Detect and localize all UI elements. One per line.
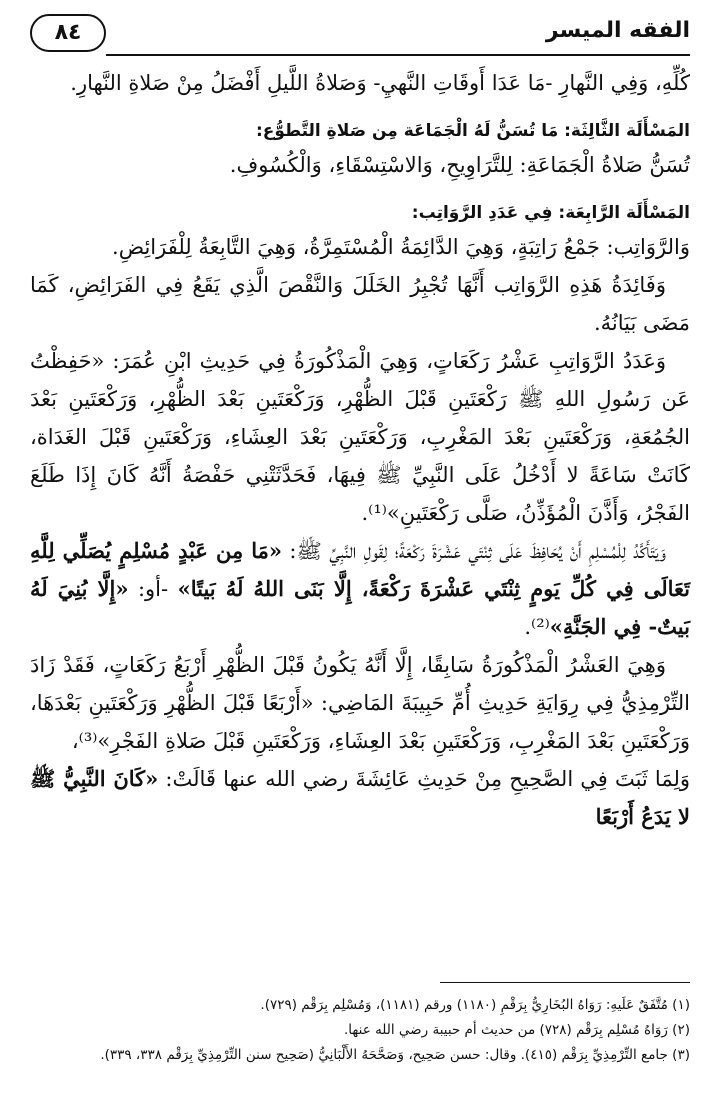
- paragraph-aisha-hadith: [30, 760, 690, 836]
- paragraph-congregation: تُسَنُّ صَلاةُ الْجَمَاعَةِ: لِلتَّرَاوِيحِ، وَالاسْتِسْقَاءِ، وَالْكُسُوفِ.: [229, 153, 690, 177]
- heading-issue-three: المَسْأَلَة الثَّالِثَة: مَا تُسَنُّ لَهُ الْجَمَاعَة مِن صَلاةِ التَّطوُّع:: [255, 121, 690, 141]
- hadith-quote-house: «مَا مِن عَبْدٍ مُسْلِمٍ يُصَلِّي لِلَّهِ تَعَالَى فِي كُلِّ يَومٍ ثِنْتَي عَشْرَةَ رَكْعَةً، إِلَّا بَنَى اللهُ لَهُ بَيتًا»: [30, 538, 690, 601]
- paragraph-twelve-rakaat-intro: وَيَتَأَكَّدُ لِلْمُسْلِمِ أَنْ يُحَافِظَ عَلَى ثِنْتَي عَشْرَةَ رَكْعَةً؛ لِقَولِ النَّبِيِّ ﷺ:: [282, 539, 666, 563]
- paragraph-night-prayer: كُلِّهِ، وَفِي النَّهارِ -مَا عَدَا أَوقَاتِ النَّهيِ- وَصَلاةُ اللَّيلِ أَفْضَلُ مِنْ صَلاةِ النَّهارِ.: [70, 71, 690, 95]
- paragraph-tirmidhi-addition: وَهِيَ العَشْرُ الْمَذْكُورَةُ سَابِقًا، إِلَّا أَنَّهُ يَكُونُ قَبْلَ الظُّهْرِ أَرْبَعُ رَكَعَاتٍ، فَقَدْ زَادَ التِّرْمِذِيُّ فِي رِوَايَةِ حَدِيثِ أُمِّ حَبِيبَةَ المَاضِي: «أَرْبَعًا قَبْلَ الظُّهْرِ وَرَكْعَتَينِ بَعْدَهَا، وَرَكْعَتَينِ بَعْدَ المَغْرِبِ، وَرَكْعَتَينِ بَعْدَ العِشَاءِ، وَرَكْعَتَينِ قَبْلَ صَلاةِ الفَجْرِ»⁽³⁾،: [30, 653, 690, 753]
- page-number: ٨٤: [30, 14, 106, 52]
- hadith-quote-variant: «إِلَّا بُنِيَ لَهُ بَيتٌ- فِي الجَنَّةِ»: [30, 576, 690, 639]
- paragraph-rawatib-definition: وَالرَّوَاتِب: جَمْعُ رَاتِبَةٍ، وَهِيَ الدَّائِمَةُ الْمُسْتَمِرَّةُ، وَهِيَ التَّابِعَةُ لِلْفَرَائِضِ.: [112, 235, 690, 259]
- main-text: [30, 64, 690, 836]
- hadith-quote-aisha: «كَانَ النَّبِيُّ ﷺ لا يَدَعُ أَرْبَعًا: [30, 766, 690, 829]
- footnote-ref-2: ⁽²⁾.: [524, 615, 550, 639]
- heading-issue-four: المَسْأَلَة الرَّابِعَة: فِي عَدَدِ الرَّوَاتِب:: [411, 203, 690, 223]
- footnote-3: (٣) جامع التِّرْمِذِيِّ بِرَقْم (٤١٥). وقال: حسن صَحِيح، وَصَحَّحَهُ الأَلْبَانِيُّ (صَحِيح سنن التِّرْمِذِيِّ بِرَقْم ٣٣٨، ٣٣٩).: [100, 1047, 690, 1063]
- footnote-separator: [440, 982, 690, 983]
- paragraph-rawatib-count: وَعَدَدُ الرَّوَاتِبِ عَشْرُ رَكَعَاتٍ، وَهِيَ الْمَذْكُورَةُ فِي حَدِيثِ ابْنِ عُمَرَ: «حَفِظْتُ عَن رَسُولِ اللهِ ﷺ رَكْعَتَينِ قَبْلَ الظُّهْرِ، وَرَكْعَتَينِ بَعْدَ الظُّهْرِ، وَرَكْعَتَينِ بَعْدَ الجُمُعَةِ، وَرَكْعَتَينِ بَعْدَ المَغْرِبِ، وَرَكْعَتَينِ بَعْدَ العِشَاءِ، وَرَكْعَتَينِ قَبْلَ الغَدَاة، كَانَتْ سَاعَةً لا أَدْخُلُ عَلَى النَّبِيِّ ﷺ فِيهَا، فَحَدَّثَتْنِي حَفْصَةُ أَنَّهُ كَانَ إِذَا طَلَعَ الفَجْرُ، وَأَذَّنَ الْمُؤَذِّنُ، صَلَّى رَكْعَتَينِ»⁽¹⁾.: [30, 349, 690, 525]
- paragraph-rawatib-benefit: وَفَائِدَةُ هَذِهِ الرَّوَاتِب أَنَّهَا تُجْبِرُ الخَلَلَ وَالنَّقْصَ الَّذِي يَقَعُ فِي الفَرَائِضِ، كَمَا مَضَى بَيَانُهُ.: [30, 273, 690, 335]
- paragraph-twelve-rakaat: [30, 532, 690, 646]
- paragraph-aisha-intro: وَلِمَا ثَبَتَ فِي الصَّحِيحِ مِنْ حَدِيثِ عَائِشَةَ رضي الله عنها قَالَتْ:: [158, 767, 690, 791]
- book-title: الفقه الميسر: [545, 18, 690, 43]
- narration-variant-marker: -أو:: [128, 577, 178, 601]
- footnotes: [30, 982, 690, 1068]
- page-header: [30, 14, 690, 60]
- footnote-2: (٢) رَوَاهُ مُسْلِم بِرَقْم (٧٢٨) من حديث أم حبيبة رضي الله عنها.: [344, 1022, 690, 1038]
- header-rule: [106, 54, 690, 56]
- footnote-1: (١) مُتَّفَقٌ عَلَيهِ: رَوَاهُ البُخَارِيُّ بِرَقْمِ (١١٨٠) ورقم (١١٨١)، وَمُسْلِم بِرَقْم (٧٢٩).: [260, 997, 690, 1013]
